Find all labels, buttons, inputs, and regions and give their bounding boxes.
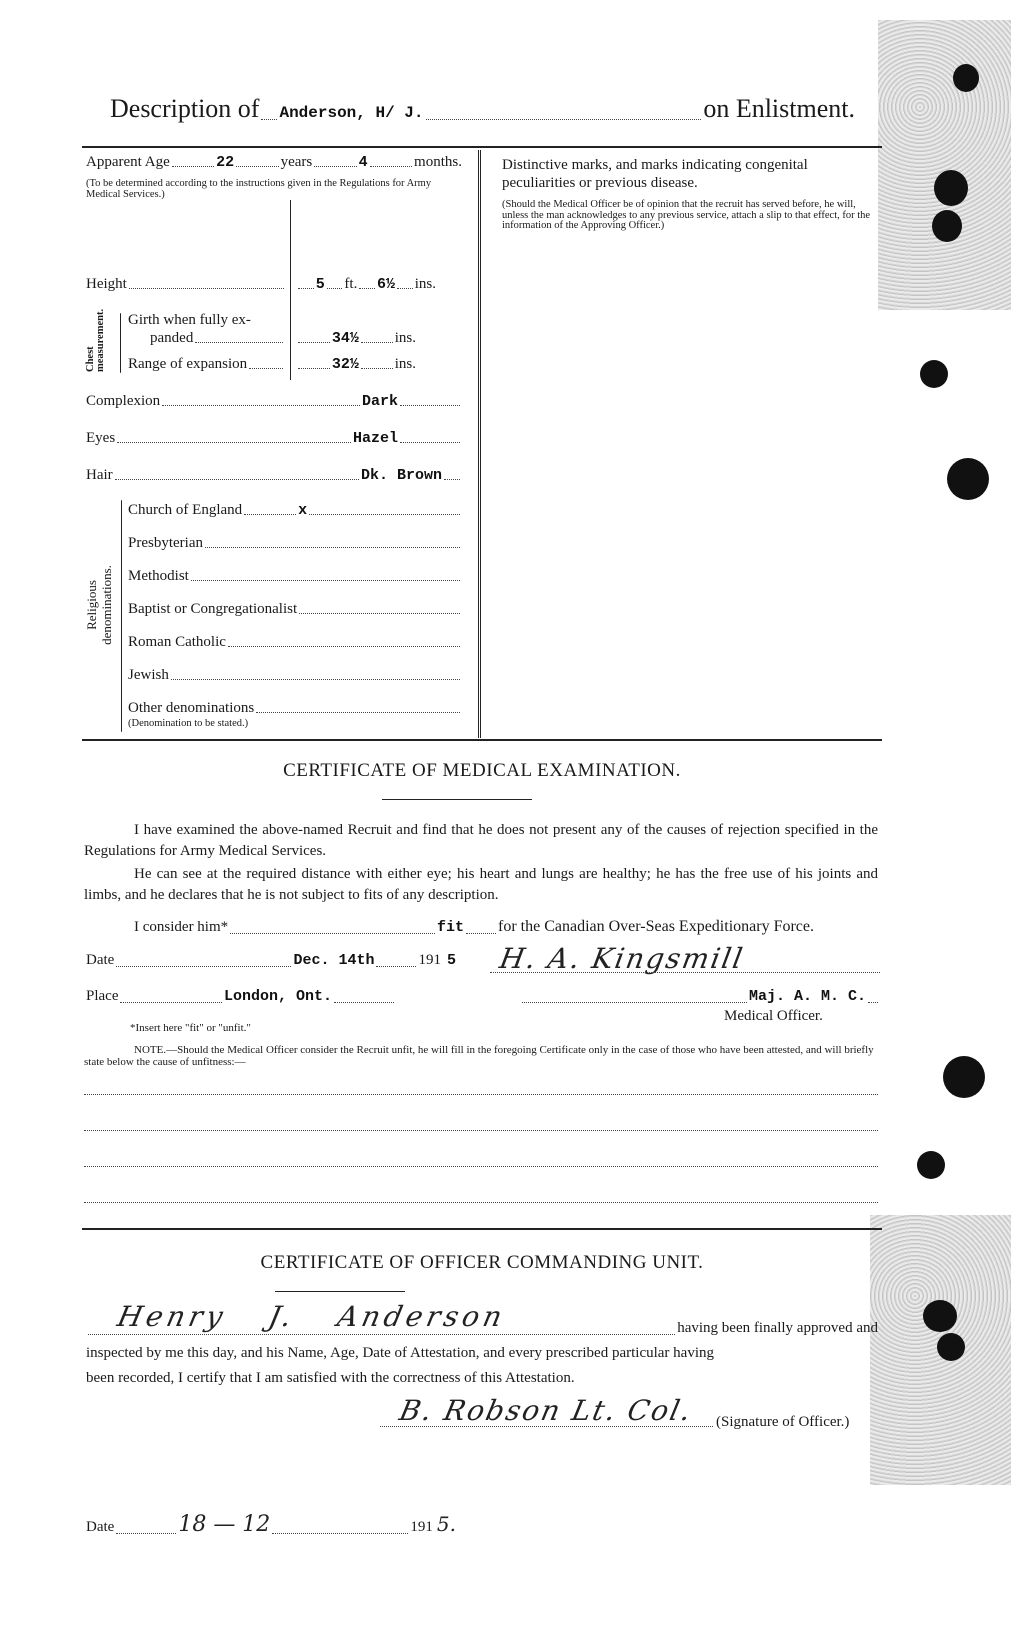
dots [444, 479, 460, 480]
dots [361, 368, 393, 369]
dots [868, 1002, 878, 1003]
dots [228, 646, 460, 647]
eyes-row [86, 430, 462, 447]
dots [400, 405, 460, 406]
medical-certificate-heading: CERTIFICATE OF MEDICAL EXAMINATION. [283, 760, 681, 781]
unfitness-line-2[interactable] [84, 1130, 878, 1131]
religion-label: Methodist [128, 568, 189, 584]
religion-row-presbyterian [128, 535, 462, 552]
paper-stain-top [878, 20, 1011, 310]
name-dots [426, 119, 702, 120]
medical-officer-signature: H. A. Kingsmill [497, 942, 747, 975]
place-label: Place [86, 988, 119, 1004]
rank-row [520, 986, 880, 1007]
girth-label-row [150, 330, 285, 347]
commanding-line-2: inspected by me this day, and his Name, Age, Date of Attestation, and every prescribed particular having [86, 1345, 715, 1361]
consider-label: I consider him* [134, 919, 229, 935]
medical-date-value: Dec. 14th [293, 952, 375, 969]
commanding-date-row [86, 1514, 456, 1538]
years-label: years [280, 154, 313, 170]
complexion-label: Complexion [86, 393, 161, 409]
dots [522, 1002, 747, 1003]
religion-row-roman-catholic [128, 634, 462, 651]
punch-hole [932, 210, 962, 242]
dots [361, 342, 393, 343]
fitness-value: fit [436, 919, 464, 936]
punch-hole [947, 458, 989, 500]
dots [116, 1533, 176, 1534]
religion-label: Other denominations [128, 700, 255, 716]
dots [397, 288, 413, 289]
officer-signature-line [380, 1426, 713, 1427]
height-label: Height [86, 276, 127, 292]
title-suffix: on Enlistment. [703, 94, 855, 123]
religion-label: Presbyterian [128, 535, 203, 551]
dots [172, 166, 214, 167]
dots [309, 514, 460, 515]
heading-underline [275, 1291, 405, 1292]
range-unit: ins. [394, 356, 416, 372]
unfitness-line-4[interactable] [84, 1202, 878, 1203]
top-rule [82, 146, 882, 148]
chest-brace [120, 313, 121, 373]
range-label-row [128, 356, 285, 373]
name-dots [261, 119, 277, 120]
dots [359, 288, 375, 289]
dots [400, 442, 460, 443]
dots [256, 712, 460, 713]
dots [230, 933, 435, 934]
dots [299, 613, 460, 614]
signature-of-officer-label: (Signature of Officer.) [716, 1414, 850, 1430]
column-divider [478, 150, 481, 738]
girth-unit: ins. [394, 330, 416, 346]
section-rule [82, 739, 882, 741]
dots [370, 166, 412, 167]
fit-footnote: *Insert here "fit" or "unfit." [130, 1022, 251, 1034]
religion-group-label: Religious denominations. [84, 565, 114, 645]
range-value-row [296, 356, 416, 373]
religion-label: Baptist or Congregationalist [128, 601, 298, 617]
age-note: (To be determined according to the instructions given in the Regulations for Army Medical Services.) [86, 178, 432, 200]
unfitness-line-1[interactable] [84, 1094, 878, 1095]
punch-hole [923, 1300, 957, 1332]
girth-label-line2: panded [150, 330, 194, 346]
dots [191, 580, 460, 581]
punch-hole [917, 1151, 945, 1179]
medical-paragraph-2: He can see at the required distance with either eye; his heart and lungs are healthy; he has the free use of his joints and limbs, and he declares that he is not subject to fits of any description. [84, 866, 878, 903]
punch-hole [943, 1056, 985, 1098]
eyes-value: Hazel [352, 430, 398, 447]
complexion-row [86, 393, 462, 410]
religion-row-jewish [128, 667, 462, 684]
commanding-date-value: 18 — 12 [178, 1512, 271, 1537]
dots [298, 342, 330, 343]
dots [466, 933, 496, 934]
dots [298, 288, 314, 289]
hair-label: Hair [86, 467, 113, 483]
consider-row [134, 916, 814, 938]
height-feet-value: 5 [315, 276, 325, 293]
dots [120, 1002, 221, 1003]
religion-row-church-of-england [128, 502, 462, 519]
punch-hole [934, 170, 968, 206]
year-digit: 5. [436, 1512, 456, 1536]
recruit-name-handwritten: Henry J. Anderson [114, 1300, 509, 1333]
dots [195, 342, 283, 343]
date-label: Date [86, 952, 115, 968]
religion-row-baptist [128, 601, 462, 618]
commanding-officer-signature: B. Robson Lt. Col. [396, 1394, 696, 1427]
signature-line [490, 972, 880, 973]
months-label: months. [414, 154, 462, 170]
heading-underline [382, 799, 532, 800]
dots [162, 405, 360, 406]
punch-hole [953, 64, 979, 92]
title-prefix: Description of [110, 94, 260, 123]
height-row [86, 276, 286, 293]
dots [129, 288, 284, 289]
approved-text: having been finally approved and [677, 1320, 878, 1336]
dots [244, 514, 296, 515]
age-months-value: 4 [358, 154, 368, 171]
dots [314, 166, 356, 167]
unfit-note: NOTE.—Should the Medical Officer consider the Recruit unfit, he will fill in the foregoing Certificate only in the case of those who have been attested, and will briefly state below the cause of unfitness:— [84, 1044, 874, 1068]
dots [272, 1533, 408, 1534]
consider-suffix: for the Canadian Over-Seas Expeditionary Force. [497, 918, 814, 935]
place-row [86, 986, 396, 1007]
feet-label: ft. [344, 276, 358, 292]
section-rule [82, 1228, 882, 1230]
distinctive-marks-note: (Should the Medical Officer be of opinion that the recruit has served before, he will, unless the man acknowledges to any previous service, attach a slip to that effect, for the information of the Approving Officer.) [502, 199, 871, 231]
dots [117, 442, 351, 443]
other-denomination-note: (Denomination to be stated.) [128, 718, 249, 729]
religion-label: Church of England [128, 502, 243, 518]
medical-officer-label: Medical Officer. [724, 1008, 823, 1024]
complexion-value: Dark [361, 393, 398, 410]
punch-hole [937, 1333, 965, 1361]
religion-row-other [128, 700, 462, 717]
commanding-line-1 [86, 1318, 878, 1339]
distinctive-marks-heading: Distinctive marks, and marks indicating congenital peculiarities or previous disease. [502, 157, 808, 191]
apparent-age-label: Apparent Age [86, 154, 170, 170]
dots [376, 966, 416, 967]
recruit-name-field: Anderson, H/ J. [279, 104, 424, 122]
girth-value: 34½ [331, 330, 359, 347]
date-label: Date [86, 1519, 115, 1535]
year-digit: 5 [446, 952, 456, 969]
page-title [110, 94, 855, 124]
rank-value: Maj. A. M. C. [748, 988, 866, 1005]
religion-label: Jewish [128, 667, 169, 683]
dots [205, 547, 460, 548]
range-value: 32½ [331, 356, 359, 373]
hair-value: Dk. Brown [360, 467, 442, 484]
officer-certificate-heading: CERTIFICATE OF OFFICER COMMANDING UNIT. [260, 1252, 704, 1273]
religion-row-methodist [128, 568, 462, 585]
eyes-label: Eyes [86, 430, 116, 446]
hair-row [86, 467, 462, 484]
dots [327, 288, 343, 289]
dots [115, 479, 359, 480]
dots [171, 679, 460, 680]
inches-label: ins. [414, 276, 437, 292]
medical-paragraph-1: I have examined the above-named Recruit and find that he does not present any of the causes of rejection specified in the Regulations for Army Medical Services. [84, 822, 878, 859]
chest-group-label: Chest measurement. [85, 308, 106, 372]
dots [249, 368, 283, 369]
girth-value-row [296, 330, 416, 347]
height-inches-value: 6½ [377, 276, 396, 293]
religion-label: Roman Catholic [128, 634, 226, 650]
place-value: London, Ont. [223, 988, 332, 1005]
year-prefix: 191 [418, 952, 441, 968]
year-prefix: 191 [410, 1519, 433, 1535]
religion-mark: x [298, 502, 308, 519]
height-value-row [296, 276, 436, 293]
dots [298, 368, 330, 369]
punch-hole [920, 360, 948, 388]
unfitness-line-3[interactable] [84, 1166, 878, 1167]
dots [334, 1002, 394, 1003]
commanding-line-3: been recorded, I certify that I am satisfied with the correctness of this Attestation. [86, 1370, 575, 1386]
dots [116, 966, 291, 967]
age-years-value: 22 [216, 154, 235, 171]
dots [236, 166, 278, 167]
medical-date-row [86, 950, 456, 971]
range-label: Range of expansion [128, 356, 248, 372]
apparent-age-row [86, 154, 462, 171]
dots [88, 1334, 675, 1335]
girth-label: Girth when fully ex- [128, 312, 251, 328]
religion-brace [121, 500, 122, 732]
value-column-divider [290, 200, 291, 380]
